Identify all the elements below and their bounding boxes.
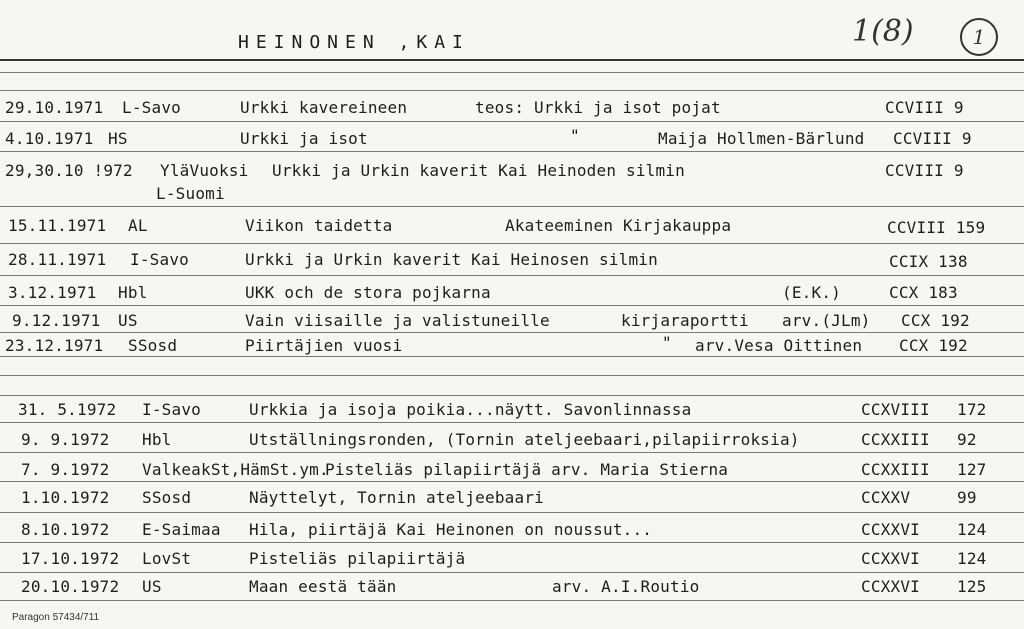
- header-rule: [0, 59, 1024, 61]
- card-number: 1(8): [852, 14, 914, 49]
- card-title: HEINONEN ,KAI: [238, 32, 470, 53]
- index-card: HEINONEN ,KAI 1(8) 1 29.10.1971 L-Savo Urkki kavereineen teos: Urkki ja isot pojat CCVIII 9 4.10.1971 HS Urkki ja isot " Maija Hollmen-Bärlund CCVIII 9 29,30.10 !972 YläVuoksi L-Suomi Urkki ja Urkin kaverit Kai Heinoden silmin CCVIII 9 15.11.1971 AL Viikon taidetta Akateeminen Kirjakauppa CCVIII 159 28.11.1971 I-Savo Urkki ja Urkin kaverit Kai Heinosen silmin CCIX 138 3.12.1971 Hbl UKK och de stora pojkarna (E.K.) CCX 183 9.12.1971 US Vain viisaille ja valistuneille kirjaraportti arv.(JLm) CCX 192 23.12.1971 SSosd Piirtäjien vuosi " arv.Vesa Oittinen CCX 192 31. 5.1972 I-Savo Urkkia ja isoja poikia...näytt. Savonlinnassa CCXVIII 172 9. 9.1972 Hbl Utställningsronden, (Tornin ateljeebaari,pilapiirroksia) CCXXIII 92 7. 9.1972 ValkeakSt,HämSt.ym. Pisteliäs pilapiirtäjä arv. Maria Stierna CCXXIII 127 1.10.1972 SSosd Näyttelyt, Tornin ateljeebaari CCXXV 99 8.10.1972 E-Saimaa Hila, piirtäjä Kai Heinonen on noussut... CCXXVI 124 17.10.1972 LovSt Pisteliäs pilapiirtäjä CCXXVI 124 20.10.1972 US Maan eestä tään arv. A.I.Routio CCXXVI 125 Paragon 57434/711: [0, 0, 1024, 629]
- circled-number: 1: [960, 18, 998, 56]
- footer-print-code: Paragon 57434/711: [12, 612, 100, 623]
